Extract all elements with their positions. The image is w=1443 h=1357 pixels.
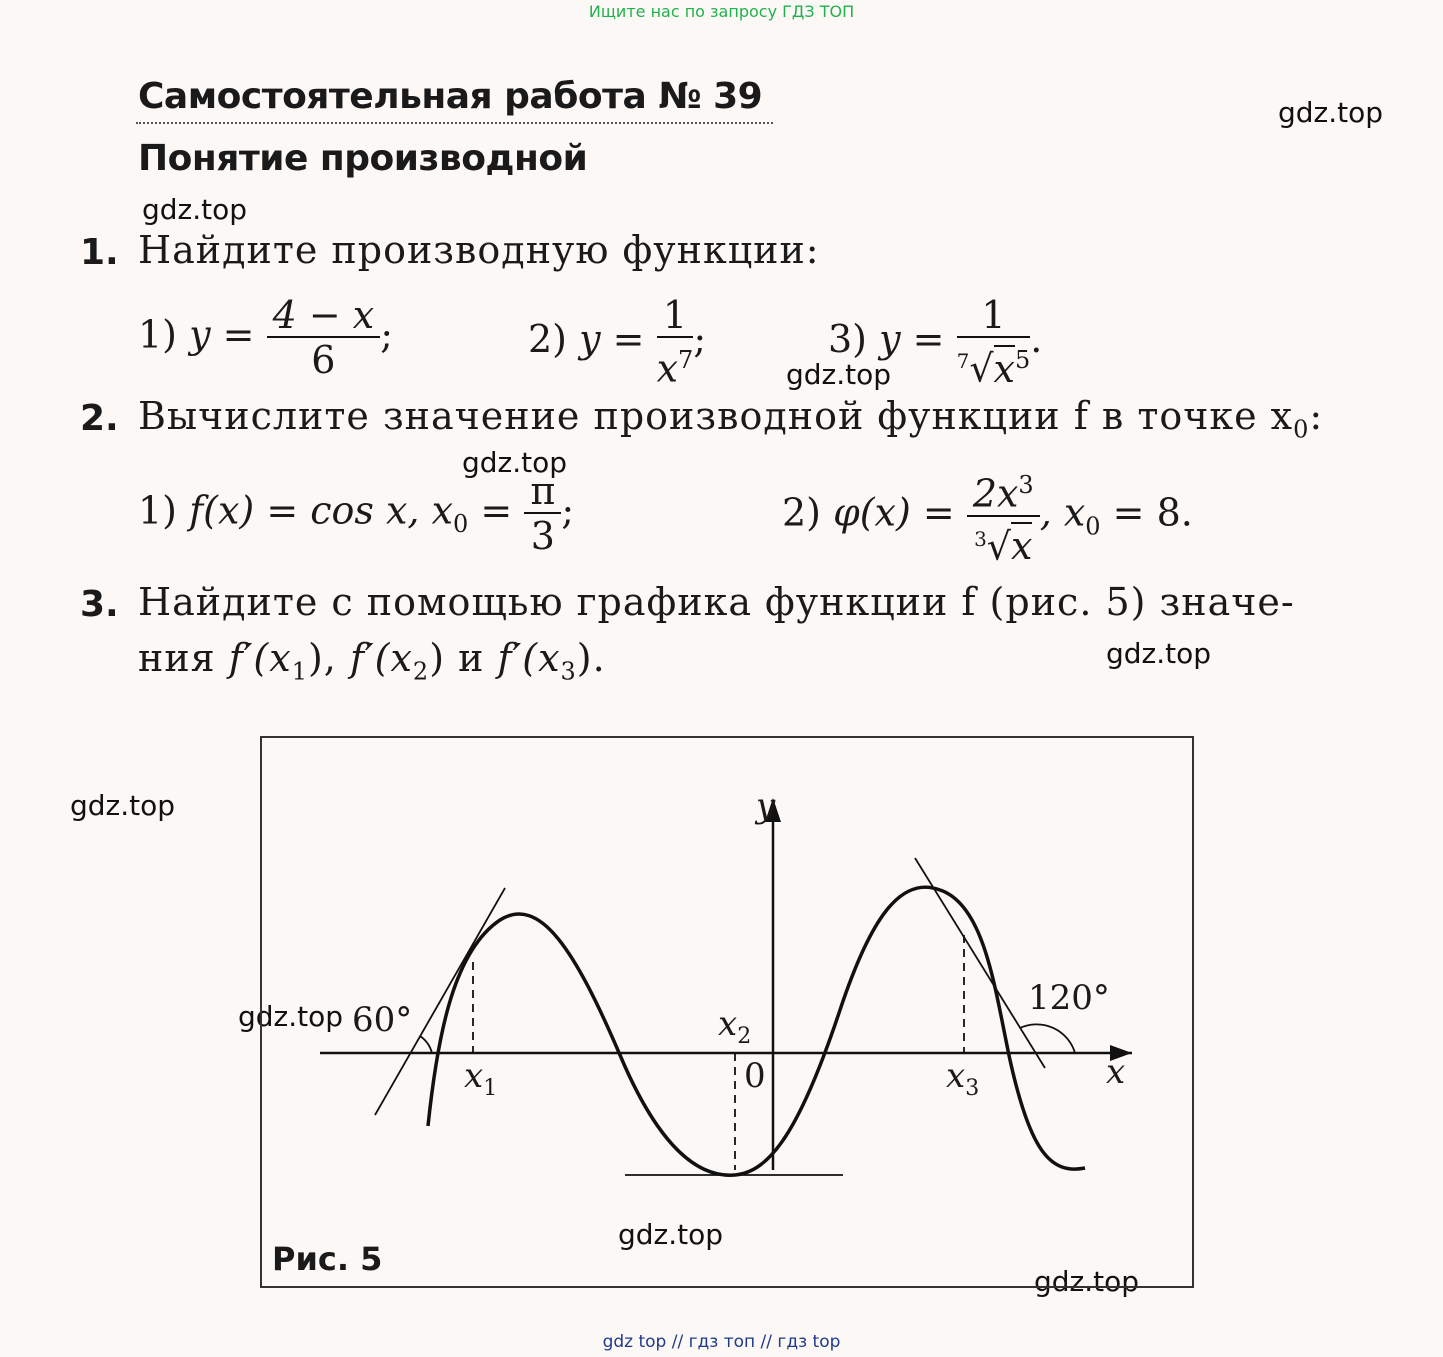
watermark: gdz.top (618, 1218, 724, 1251)
bottom-banner[interactable]: gdz top // гдз топ // гдз top (602, 1332, 841, 1352)
angle-label-60: 60° (352, 1000, 413, 1040)
item-tail: ; (693, 316, 707, 361)
item-label: 1) (138, 312, 178, 357)
watermark: gdz.top (238, 1000, 344, 1033)
angle-arc-120 (1020, 1024, 1075, 1053)
watermark: gdz.top (786, 358, 892, 391)
watermark: gdz.top (1106, 637, 1212, 670)
task-text: Вычислите значение производной функции f в точке $x_0$: (138, 394, 1324, 444)
task-text: Найдите производную функции: (138, 228, 820, 272)
x-axis-label: x (1106, 1052, 1126, 1092)
task-number: 3. (80, 584, 119, 625)
item-lhs: y = (579, 316, 645, 361)
item-lhs: y = (189, 312, 255, 357)
watermark: gdz.top (462, 446, 568, 479)
numerator: 1 (957, 294, 1031, 338)
item-label: 2) (528, 316, 568, 361)
figure-caption: Рис. 5 (272, 1240, 383, 1278)
angle-label-120: 120° (1028, 978, 1110, 1018)
point-label-x2: $x_2$ (718, 1004, 752, 1049)
item-tail: . (1030, 316, 1043, 361)
origin-label: 0 (744, 1056, 766, 1096)
task2-item1: 1) f(x) = cos x, $x_0$ = $\frac{\pi}{3}$ ; (138, 469, 575, 558)
task-text: Найдите с помощью графика функции f (рис. 5) значе- (138, 580, 1295, 624)
task-number: 2. (80, 398, 119, 439)
item-lhs: y = (879, 316, 945, 361)
item-label: 2) (782, 490, 822, 535)
denominator-root: $^7√x^5$ (956, 346, 1031, 391)
watermark: gdz.top (142, 193, 248, 226)
watermark: gdz.top (1034, 1265, 1140, 1298)
task-number: 1. (80, 232, 119, 273)
item-tail: ; (380, 312, 394, 357)
watermark: gdz.top (1278, 96, 1384, 129)
task2-item2: 2) φ(x) = $\frac{2x^3}{^3√x}$ , $x_0 = 8$. (782, 464, 1193, 568)
item-tail: = 8. (1112, 490, 1193, 535)
denominator: $x^7$ (656, 346, 694, 391)
task-text-line2: ния $f'(x_1)$, $f'(x_2)$ и $f'(x_3)$. (138, 636, 606, 686)
point-label-x1: $x_1$ (464, 1056, 498, 1101)
numerator: 4 − x (267, 294, 381, 338)
numerator: π (524, 470, 561, 514)
y-axis-label: y (756, 786, 776, 826)
page-title: Самостоятельная работа № 39 (138, 76, 763, 117)
item-expr: φ(x) = (833, 490, 955, 535)
item-label: 3) (828, 316, 868, 361)
item-tail: ; (561, 488, 575, 533)
tangent-line-x3 (915, 858, 1045, 1068)
watermark: gdz.top (70, 789, 176, 822)
page-subtitle: Понятие производной (138, 138, 588, 179)
item-label: 1) (138, 488, 178, 533)
point-label-x3: $x_3$ (946, 1056, 980, 1101)
top-banner: Ищите нас по запросу ГДЗ ТОП (588, 2, 855, 21)
function-curve (428, 887, 1085, 1175)
denominator-root: $^3$√x (974, 524, 1033, 569)
denominator: 6 (311, 338, 336, 382)
numerator: 1 (657, 294, 694, 338)
angle-arc-60 (420, 1036, 432, 1053)
item-expr: f(x) = cos x, (189, 488, 420, 533)
numerator: $2x^3$ (967, 464, 1040, 517)
denominator: 3 (530, 514, 555, 558)
